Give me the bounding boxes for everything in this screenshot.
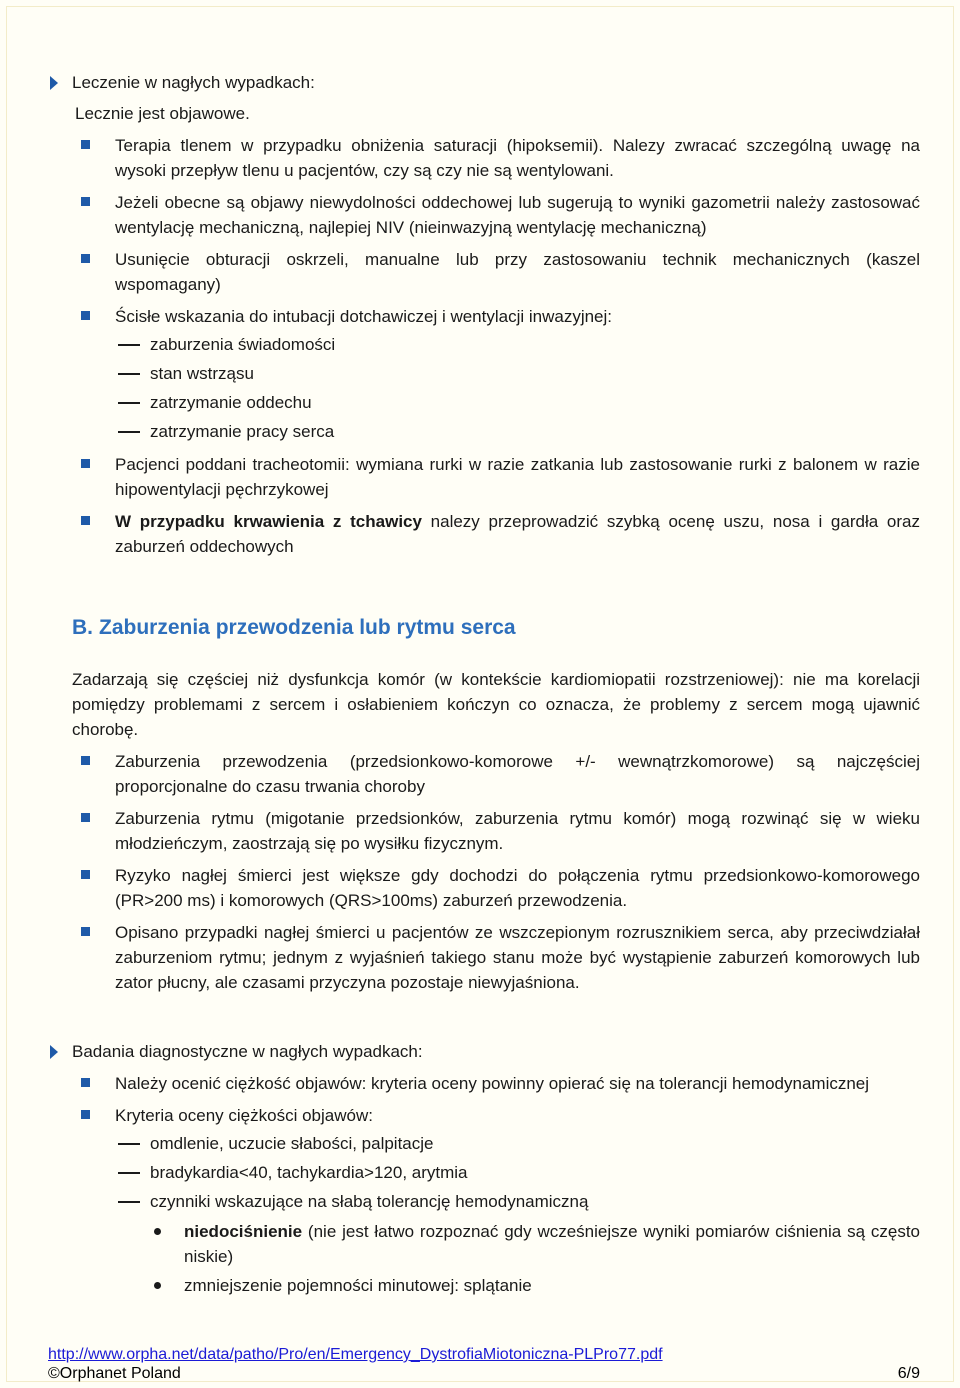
square-bullet-icon: [81, 140, 90, 149]
bold-phrase: W przypadku krwawienia z tchawicy: [115, 512, 422, 531]
sub-list-item-text: stan wstrząsu: [150, 364, 254, 383]
list-item-text: Zaburzenia przewodzenia (przedsionkowo-komorowe +/- wewnątrzkomorowe) są najczęściej proporcjonalne do czasu trwania choroby: [115, 752, 920, 796]
list-item-text: Pacjenci poddani tracheotomii: wymiana rurki w razie zatkania lub zastosowanie rurki z balonem w razie hipowentylacji pęchrzykowej: [115, 455, 920, 499]
list-item-text: Opisano przypadki nagłej śmierci u pacjentów ze wszczepionym rozrusznikiem serca, aby przeciwdziałał zaburzeniom rytmu; jednym z wyjaśnień takiego stanu może być wystąpienie zaburzeń komorowych lub zator płucny, ale czasami przyczyna pozostaje niewyjaśniona.: [115, 923, 920, 992]
page-number: 6/9: [897, 1365, 920, 1382]
sub-list-item: [48, 332, 920, 358]
section-title-cardiac: [48, 613, 920, 643]
square-bullet-icon: [81, 1110, 90, 1119]
square-bullet-icon: [81, 197, 90, 206]
square-bullet-icon: [81, 870, 90, 879]
heading-text: Badania diagnostyczne w nagłych wypadkach:: [72, 1042, 423, 1061]
list-item: [48, 920, 920, 995]
list-item: [48, 190, 920, 240]
dash-bullet-icon: [118, 344, 140, 346]
square-bullet-icon: [81, 1078, 90, 1087]
nested-list-item-text: zmniejszenie pojemności minutowej: splątanie: [184, 1276, 532, 1295]
dot-bullet-icon: [154, 1228, 161, 1235]
square-bullet-icon: [81, 311, 90, 320]
sub-list-item-text: zaburzenia świadomości: [150, 335, 336, 354]
list-item-text: Ścisłe wskazania do intubacji dotchawiczej i wentylacji inwazyjnej:: [115, 307, 613, 326]
list-item: [48, 509, 920, 559]
copyright-text: ©Orphanet Poland: [48, 1365, 181, 1382]
section-title-text: Zaburzenia przewodzenia lub rytmu serca: [99, 616, 516, 639]
dash-bullet-icon: [118, 431, 140, 433]
list-item: [48, 749, 920, 799]
heading-text: Leczenie w nagłych wypadkach:: [72, 73, 315, 92]
list-item-text: Jeżeli obecne są objawy niewydolności oddechowej lub sugerują to wyniki gazometrii należy zastosować wentylację mechaniczną, najlepiej NIV (nieinwazyjną wentylację mechaniczną): [115, 193, 920, 237]
list-item-text: Zaburzenia rytmu (migotanie przedsionków, zaburzenia rytmu komór) mogą rozwinąć się w wieku młodzieńczym, zaostrzają się po wysiłku fizycznym.: [115, 809, 920, 853]
square-bullet-icon: [81, 459, 90, 468]
source-link[interactable]: http://www.orpha.net/data/patho/Pro/en/Emergency_DystrofiaMiotoniczna-PLPro77.pdf: [48, 1346, 663, 1363]
list-item-text: Należy ocenić ciężkość objawów: kryteria oceny powinny opierać się na tolerancji hemodynamicznej: [115, 1074, 870, 1093]
sub-list-item-text: czynniki wskazujące na słabą tolerancję hemodynamiczną: [150, 1192, 589, 1211]
page-content: [48, 70, 920, 1298]
sub-list-item: [48, 361, 920, 387]
dash-bullet-icon: [118, 1201, 140, 1203]
square-bullet-icon: [81, 813, 90, 822]
nested-list-item-text: (nie jest łatwo rozpoznać gdy wcześniejsze wyniki pomiarów ciśnienia są często niskie): [184, 1222, 920, 1266]
nested-list-item: [48, 1273, 920, 1298]
square-bullet-icon: [81, 927, 90, 936]
list-item: [48, 1103, 920, 1128]
list-item: [48, 806, 920, 856]
section-letter: B.: [72, 616, 93, 639]
intro-text: Lecznie jest objawowe.: [75, 104, 250, 123]
dash-bullet-icon: [118, 373, 140, 375]
sub-list-item-text: omdlenie, uczucie słabości, palpitacje: [150, 1134, 434, 1153]
section-heading-diagnostics: [48, 1039, 920, 1064]
dot-bullet-icon: [154, 1282, 161, 1289]
list-item: [48, 133, 920, 183]
square-bullet-icon: [81, 254, 90, 263]
section-paragraph: Zadarzają się częściej niż dysfunkcja komór (w kontekście kardiomiopatii rozstrzeniowej): nie ma korelacji pomiędzy problemami z sercem i osłabieniem kończyn co oznacza, że problemy z sercem mogą ujawnić chorobę.: [72, 670, 920, 739]
nested-list-item: [48, 1219, 920, 1269]
dash-bullet-icon: [118, 402, 140, 404]
list-item: [48, 304, 920, 329]
list-item-text: Terapia tlenem w przypadku obniżenia saturacji (hipoksemii). Nalezy zwracać szczególną uwagę na wysoki przepływ tlenu u pacjentów, czy są czy nie są wentylowani.: [115, 136, 920, 180]
section-heading-emergency-treatment: [48, 70, 920, 95]
square-bullet-icon: [81, 756, 90, 765]
bold-phrase: niedociśnienie: [184, 1222, 303, 1241]
sub-list-item: [48, 419, 920, 445]
sub-list-item: [48, 1189, 920, 1215]
list-item: [48, 247, 920, 297]
sub-list-item-text: zatrzymanie oddechu: [150, 393, 312, 412]
dash-bullet-icon: [118, 1143, 140, 1145]
list-item-text: Ryzyko nagłej śmierci jest większe gdy dochodzi do połączenia rytmu przedsionkowo-komorowego (PR>200 ms) i komorowych (QRS>100ms) zaburzeń przewodzenia.: [115, 866, 920, 910]
sub-list-item: [48, 390, 920, 416]
list-item: [48, 452, 920, 502]
page-footer: [48, 1345, 920, 1383]
triangle-bullet-icon: [50, 1045, 58, 1059]
sub-list-item: [48, 1131, 920, 1157]
list-item-text: Kryteria oceny ciężkości objawów:: [115, 1106, 373, 1125]
list-item-text: Usunięcie obturacji oskrzeli, manualne lub przy zastosowaniu technik mechanicznych (kaszel wspomagany): [115, 250, 920, 294]
list-item-text: nalezy przeprowadzić szybką ocenę uszu, nosa i gardła oraz zaburzeń oddechowych: [115, 512, 920, 556]
square-bullet-icon: [81, 516, 90, 525]
list-item: [48, 863, 920, 913]
list-item: [48, 1071, 920, 1096]
triangle-bullet-icon: [50, 76, 58, 90]
sub-list-item: [48, 1160, 920, 1186]
dash-bullet-icon: [118, 1172, 140, 1174]
sub-list-item-text: zatrzymanie pracy serca: [150, 422, 335, 441]
sub-list-item-text: bradykardia<40, tachykardia>120, arytmia: [150, 1163, 468, 1182]
